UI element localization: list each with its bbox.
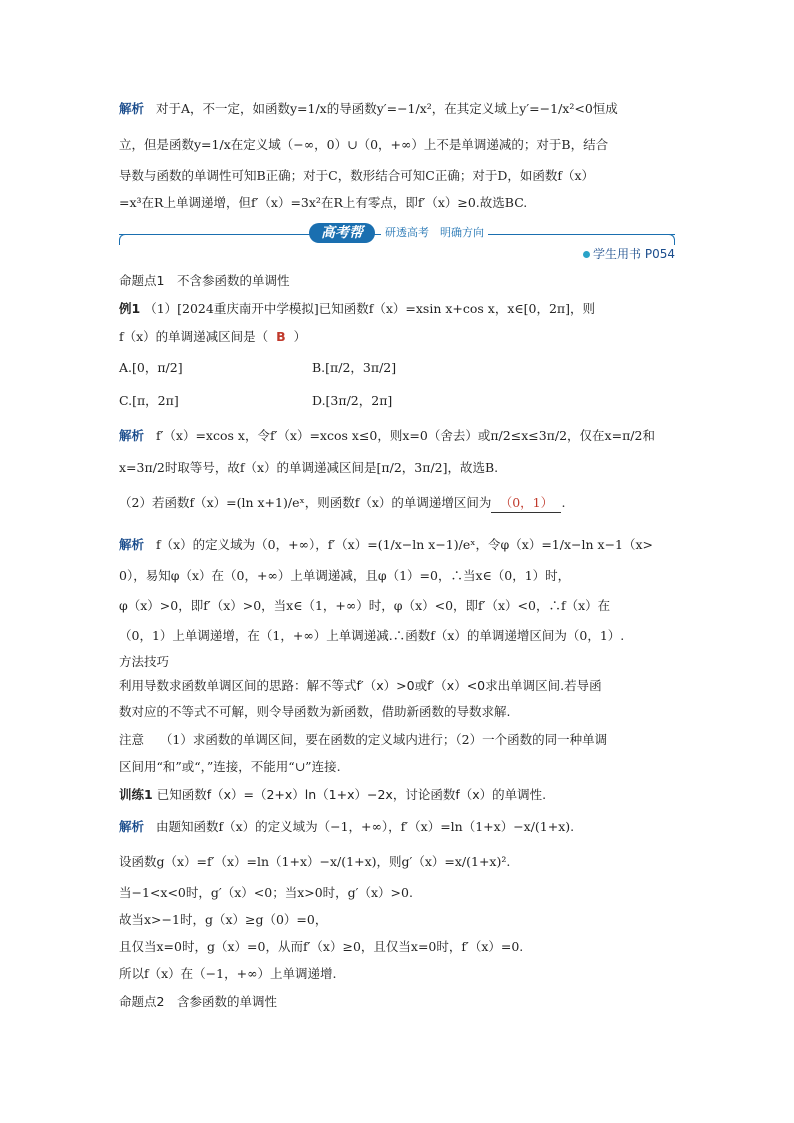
method-tips-line-2: 数对应的不等式不可解，则令导函数为新函数，借助新函数的导数求解. (119, 704, 511, 719)
option-a: A.[0，π/2] (119, 360, 183, 375)
section-banner (119, 222, 675, 244)
option-b: B.[π/2，3π/2] (312, 360, 397, 375)
topic-1-heading: 命题点1 不含参函数的单调性 (119, 273, 290, 288)
example-1-analysis2-line-1: 解析 f（x）的定义域为（0，+∞），f′（x）=(1/x−ln x−1)/eˣ，令φ（x）=1/x−ln x−1（x> (119, 537, 654, 552)
banner-rule-right-hook (666, 234, 675, 245)
training-1-line-4: 故当x>−1时，g（x）≥g（0）=0， (119, 912, 328, 927)
analysis-label: 解析 (119, 101, 145, 116)
training-1-line-3: 当−1<x<0时，g′（x）<0；当x>0时，g′（x）>0. (119, 885, 413, 900)
training-1-line-2: 设函数g（x）=f′（x）=ln（1+x）−x/(1+x)，则g′（x）=x/(1+x)². (119, 854, 511, 869)
banner-rule-left-hook (119, 234, 128, 245)
example-1-part-2: （2）若函数f（x）=(ln x+1)/eˣ，则函数f（x）的单调递增区间为 （0，1） . (119, 494, 565, 513)
note-label: 注意 (119, 732, 145, 747)
analysis-line-3: 导数与函数的单调性可知B正确；对于C，数形结合可知C正确；对于D，如函数f（x） (119, 168, 595, 183)
example-text: （1）[2024重庆南开中学模拟]已知函数f（x）=xsin x+cos x，x∈[0，2π]，则 (144, 301, 596, 316)
bullet-dot-icon (583, 251, 590, 258)
training-1-line-1: 解析 由题知函数f（x）的定义域为（−1，+∞），f′（x）=ln（1+x）−x/(1+x). (119, 819, 575, 834)
training-label: 训练1 (119, 787, 153, 802)
analysis-line-1 (119, 100, 618, 118)
banner-subtitle: 研透高考 明确方向 (381, 225, 488, 241)
training-1-line-5: 且仅当x=0时，g（x）=0，从而f′（x）≥0，且仅当x=0时，f′（x）=0. (119, 939, 524, 954)
example-1-line-2: f（x）的单调递减区间是（ B ） (119, 329, 307, 344)
part-2-answer: （0，1） (491, 494, 561, 513)
example-1-analysis-line-2: x=3π/2时取等号，故f（x）的单调递减区间是[π/2，3π/2]，故选B. (119, 460, 499, 475)
analysis-text: 对于A，不一定，如函数y=1/x的导函数y′=−1/x²，在其定义域上y′=−1/x²<0恒成 (155, 101, 618, 116)
note-line-2: 区间用“和”或“，”连接，不能用“∪”连接. (119, 759, 341, 774)
example-1-analysis2-line-2: 0），易知φ（x）在（0，+∞）上单调递减，且φ（1）=0，∴当x∈（0，1）时， (119, 568, 571, 583)
analysis-line-2: 立，但是函数y=1/x在定义域（−∞，0）∪（0，+∞）上不是单调递减的；对于B，结合 (119, 137, 609, 152)
example-1-analysis2-line-4: （0，1）上单调递增，在（1，+∞）上单调递减.∴函数f（x）的单调递增区间为（0，1）. (119, 628, 625, 643)
topic-2-heading: 命题点2 含参函数的单调性 (119, 994, 277, 1009)
option-d: D.[3π/2，2π] (312, 393, 393, 408)
answer-choice: B (276, 329, 286, 344)
example-1-line-1 (119, 300, 595, 318)
option-c: C.[π，2π] (119, 393, 179, 408)
training-1-question: 训练1 已知函数f（x）=（2+x）ln（1+x）−2x，讨论函数f（x）的单调性. (119, 787, 547, 802)
example-1-analysis-line-1: 解析 f′（x）=xcos x，令f′（x）=xcos x≤0，则x=0（舍去）或π/2≤x≤3π/2，仅在x=π/2和 (119, 428, 655, 443)
banner-title: 高考帮 (309, 223, 375, 243)
analysis-line-4: =x³在R上单调递增，但f′（x）=3x²在R上有零点，即f′（x）≥0.故选BC. (119, 195, 528, 210)
training-1-line-6: 所以f（x）在（−1，+∞）上单调递增. (119, 966, 337, 981)
student-book-reference: 学生用书 P054 (583, 245, 675, 262)
example-label: 例1 (119, 301, 141, 316)
method-tips-title: 方法技巧 (119, 654, 170, 669)
note-line-1: 注意 （1）求函数的单调区间，要在函数的定义域内进行；（2）一个函数的同一种单调 (119, 732, 608, 747)
example-1-analysis2-line-3: φ（x）>0，即f′（x）>0，当x∈（1，+∞）时，φ（x）<0，即f′（x）<0，∴f（x）在 (119, 598, 611, 613)
method-tips-line-1: 利用导数求函数单调区间的思路：解不等式f′（x）>0或f′（x）<0求出单调区间.若导函 (119, 678, 602, 693)
